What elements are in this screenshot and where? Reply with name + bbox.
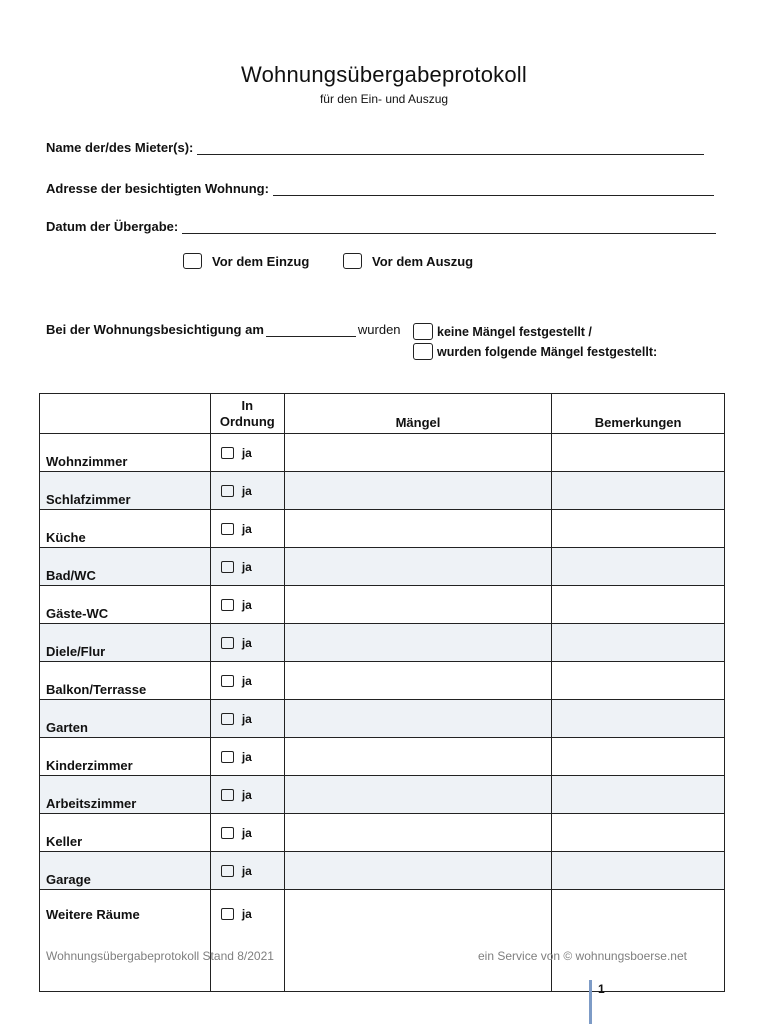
yes-label: ja — [241, 787, 252, 802]
inspection-wurden: wurden — [357, 322, 401, 337]
table-row — [40, 700, 725, 738]
table-row — [40, 548, 725, 586]
tenant-input-line[interactable] — [197, 140, 704, 155]
room-name: Balkon/Terrasse — [40, 662, 211, 700]
page-number: 1 — [598, 982, 605, 996]
in-order-checkbox[interactable] — [221, 789, 234, 801]
remarks-cell[interactable] — [552, 662, 725, 700]
inspection-line — [46, 322, 401, 337]
yes-label: ja — [241, 673, 252, 688]
room-name: Weitere Räume — [40, 890, 211, 992]
defects-found-checkbox[interactable] — [413, 343, 433, 360]
table-row — [40, 890, 725, 992]
remarks-cell[interactable] — [552, 700, 725, 738]
header-remarks: Bemerkungen — [552, 394, 725, 434]
in-order-checkbox[interactable] — [221, 713, 234, 725]
page-subtitle: für den Ein- und Auszug — [319, 92, 449, 106]
header-in-order-line2: Ordnung — [219, 414, 275, 429]
inspection-date-line[interactable] — [266, 324, 356, 337]
page-title: Wohnungsübergabeprotokoll — [241, 62, 527, 87]
in-order-checkbox[interactable] — [221, 675, 234, 687]
room-name: Diele/Flur — [40, 624, 211, 662]
defects-cell[interactable] — [284, 624, 551, 662]
table-row — [40, 662, 725, 700]
yes-label: ja — [241, 559, 252, 574]
room-name: Garage — [40, 852, 211, 890]
yes-label: ja — [241, 483, 252, 498]
yes-label: ja — [241, 907, 252, 921]
in-order-checkbox[interactable] — [221, 751, 234, 763]
defects-cell[interactable] — [284, 472, 551, 510]
in-order-cell — [210, 852, 284, 890]
tenant-label: Name der/des Mieter(s): — [46, 140, 194, 155]
address-input-line[interactable] — [273, 181, 714, 196]
date-input-line[interactable] — [182, 219, 716, 234]
defects-cell[interactable] — [284, 434, 551, 472]
room-name: Bad/WC — [40, 548, 211, 586]
remarks-cell[interactable] — [552, 586, 725, 624]
header-in-order — [210, 394, 284, 434]
address-label: Adresse der besichtigten Wohnung: — [46, 181, 269, 196]
table-row — [40, 852, 725, 890]
defects-cell[interactable] — [284, 776, 551, 814]
in-order-checkbox[interactable] — [221, 447, 234, 459]
in-order-checkbox[interactable] — [221, 637, 234, 649]
table-row — [40, 434, 725, 472]
remarks-cell[interactable] — [552, 852, 725, 890]
yes-label: ja — [241, 711, 252, 726]
defects-cell[interactable] — [284, 738, 551, 776]
in-order-cell — [210, 624, 284, 662]
in-order-cell — [210, 434, 284, 472]
in-order-checkbox[interactable] — [221, 827, 234, 839]
header-room — [40, 394, 211, 434]
remarks-cell[interactable] — [552, 434, 725, 472]
in-order-checkbox[interactable] — [221, 908, 234, 920]
remarks-cell[interactable] — [552, 738, 725, 776]
in-order-cell — [210, 814, 284, 852]
yes-label: ja — [241, 597, 252, 612]
remarks-cell[interactable] — [552, 814, 725, 852]
defects-found-label: wurden folgende Mängel festgestellt: — [437, 344, 658, 359]
in-order-checkbox[interactable] — [221, 485, 234, 497]
date-label: Datum der Übergabe: — [46, 219, 179, 234]
table-row — [40, 624, 725, 662]
tenant-field — [46, 140, 704, 155]
move-out-label: Vor dem Auszug — [372, 253, 474, 269]
remarks-cell[interactable] — [552, 776, 725, 814]
defects-cell[interactable] — [284, 700, 551, 738]
remarks-cell[interactable] — [552, 548, 725, 586]
table-row — [40, 510, 725, 548]
in-order-cell — [210, 472, 284, 510]
room-name: Küche — [40, 510, 211, 548]
table-row — [40, 472, 725, 510]
in-order-cell — [210, 776, 284, 814]
in-order-cell — [210, 586, 284, 624]
in-order-cell — [210, 662, 284, 700]
defects-cell[interactable] — [284, 890, 551, 992]
room-name: Kinderzimmer — [40, 738, 211, 776]
in-order-checkbox[interactable] — [221, 561, 234, 573]
yes-label: ja — [241, 749, 252, 764]
table-row — [40, 586, 725, 624]
in-order-cell — [210, 510, 284, 548]
no-defects-option[interactable] — [413, 323, 592, 340]
in-order-cell — [210, 548, 284, 586]
room-name: Garten — [40, 700, 211, 738]
yes-label: ja — [241, 863, 252, 878]
remarks-cell[interactable] — [552, 890, 725, 992]
no-defects-checkbox[interactable] — [413, 323, 433, 340]
in-order-cell — [210, 700, 284, 738]
yes-label: ja — [241, 825, 252, 840]
no-defects-label: keine Mängel festgestellt / — [437, 324, 592, 339]
defects-cell[interactable] — [284, 586, 551, 624]
header-in-order-line1: In — [241, 398, 254, 413]
in-order-checkbox[interactable] — [221, 523, 234, 535]
room-name: Arbeitszimmer — [40, 776, 211, 814]
in-order-cell — [210, 738, 284, 776]
defects-cell[interactable] — [284, 852, 551, 890]
move-out-checkbox[interactable] — [343, 253, 362, 269]
yes-label: ja — [241, 445, 252, 460]
table-row — [40, 814, 725, 852]
remarks-cell[interactable] — [552, 624, 725, 662]
move-out-option[interactable] — [343, 253, 473, 269]
room-name: Keller — [40, 814, 211, 852]
defects-cell[interactable] — [284, 814, 551, 852]
room-name: Gäste-WC — [40, 586, 211, 624]
room-name: Wohnzimmer — [40, 434, 211, 472]
date-field — [46, 219, 716, 234]
rooms-table — [39, 393, 725, 992]
defects-cell[interactable] — [284, 662, 551, 700]
page-number-bar — [589, 980, 592, 1024]
defects-cell[interactable] — [284, 510, 551, 548]
in-order-cell — [210, 890, 284, 992]
move-in-label: Vor dem Einzug — [212, 253, 310, 269]
inspection-prefix: Bei der Wohnungsbesichtigung am — [46, 322, 264, 337]
remarks-cell[interactable] — [552, 472, 725, 510]
room-name: Schlafzimmer — [40, 472, 211, 510]
address-field — [46, 181, 714, 196]
in-order-checkbox[interactable] — [221, 599, 234, 611]
remarks-cell[interactable] — [552, 510, 725, 548]
move-in-checkbox[interactable] — [183, 253, 202, 269]
footer-service: ein Service von © wohnungsboerse.net — [478, 949, 687, 963]
table-row — [40, 776, 725, 814]
table-row — [40, 738, 725, 776]
defects-cell[interactable] — [284, 548, 551, 586]
in-order-checkbox[interactable] — [221, 865, 234, 877]
footer-version: Wohnungsübergabeprotokoll Stand 8/2021 — [46, 949, 274, 963]
defects-found-option[interactable] — [413, 343, 657, 360]
move-in-option[interactable] — [183, 253, 309, 269]
yes-label: ja — [241, 521, 252, 536]
yes-label: ja — [241, 635, 252, 650]
header-defects: Mängel — [284, 394, 551, 434]
